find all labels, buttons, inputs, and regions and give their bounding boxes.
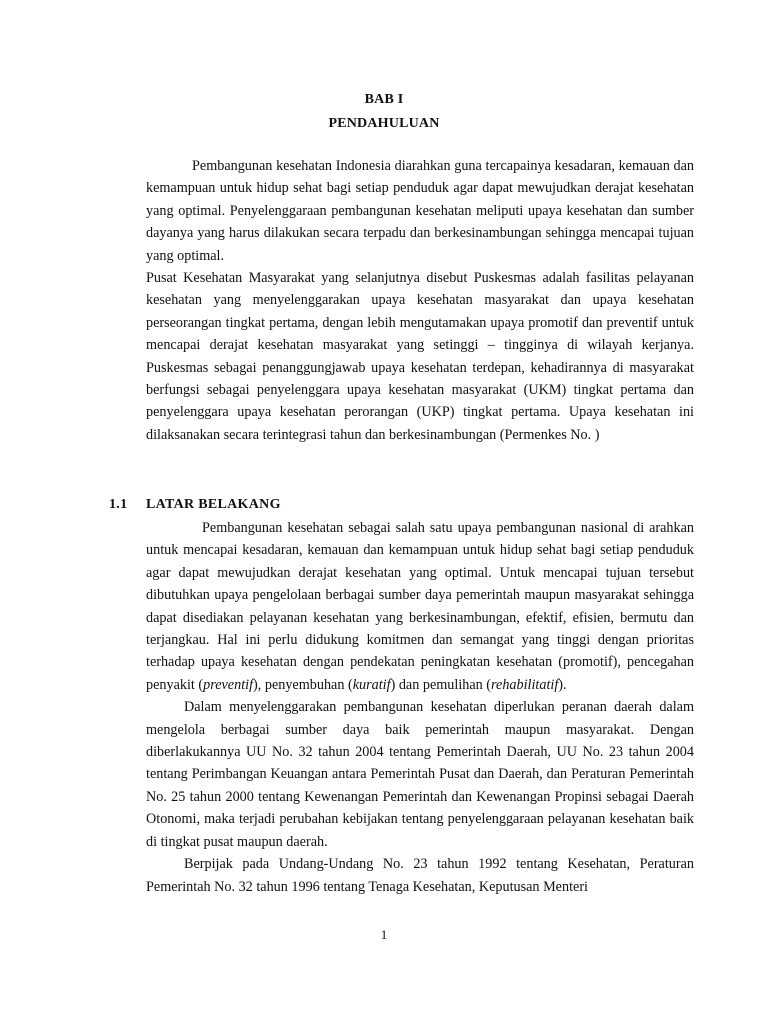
chapter-title: PENDAHULUAN: [328, 116, 440, 131]
section-title: LATAR BELAKANG: [146, 497, 281, 512]
latar-belakang-body: [146, 517, 694, 898]
latar-paragraph-1: [146, 517, 694, 696]
latar-paragraph-1-text-d: ).: [558, 676, 567, 693]
latar-paragraph-3: Berpijak pada Undang-Undang No. 23 tahun 1992 tentang Kesehatan, Peraturan Pemerintah No. 32 tahun 1996 tentang Tenaga Kesehatan, Keputusan Menteri: [146, 856, 694, 895]
term-preventif: preventif: [203, 676, 254, 693]
latar-paragraph-1-text-b: ), penyembuhan (: [253, 676, 353, 693]
intro-section: [146, 155, 694, 446]
latar-paragraph-1-text-c: ) dan pemulihan (: [390, 676, 492, 693]
intro-paragraph-1: Pembangunan kesehatan Indonesia diarahkan guna tercapainya kesadaran, kemauan dan kemampuan untuk hidup sehat bagi setiap penduduk agar dapat mewujudkan derajat kesehatan yang optimal. Penyelenggaraan pembangunan kesehatan meliputi upaya kesehatan dan sumber dayanya yang harus dilakukan secara terpadu dan berkesinambungan sehingga mencapai tujuan yang optimal.: [146, 158, 694, 264]
chapter-number: BAB I: [364, 92, 404, 107]
page-number: 1: [380, 927, 388, 942]
intro-paragraph-2: Pusat Kesehatan Masyarakat yang selanjutnya disebut Puskesmas adalah fasilitas pelayanan kesehatan yang menyelenggarakan upaya kesehatan masyarakat dan upaya kesehatan perseorangan tingkat pertama, dengan lebih mengutamakan upaya promotif dan preventif untuk mencapai derajat kesehatan masyarakat yang setinggi – tingginya di wilayah kerjanya. Puskesmas sebagai penanggungjawab upaya kesehatan terdepan, kehadirannya di masyarakat berfungsi sebagai penyelenggara upaya kesehatan masyarakat (UKM) tingkat pertama dan penyelenggara upaya kesehatan perorangan (UKP) tingkat pertama. Upaya kesehatan ini dilaksanakan secara terintegrasi tahun dan berkesinambungan (Permenkes No. ): [146, 270, 694, 443]
section-heading: [109, 497, 281, 513]
section-number: 1.1: [109, 497, 128, 512]
term-kuratif: kuratif: [352, 676, 391, 693]
term-rehabilitatif: rehabilitatif: [491, 676, 559, 693]
latar-paragraph-2: Dalam menyelenggarakan pembangunan kesehatan diperlukan peranan daerah dalam mengelola berbagai sumber daya baik pemerintah maupun masyarakat. Dengan diberlakukannya UU No. 32 tahun 2004 tentang Pemerintah Daerah, UU No. 23 tahun 2004 tentang Perimbangan Keuangan antara Pemerintah Pusat dan Daerah, dan Peraturan Pemerintah No. 25 tahun 2000 tentang Kewenangan Pemerintah dan Kewenangan Propinsi sebagai Daerah Otonomi, maka terjadi perubahan kebijakan tentang penyelenggaraan pelayanan kesehatan baik di tingkat pusat maupun daerah.: [146, 699, 694, 850]
latar-paragraph-1-text-a: Pembangunan kesehatan sebagai salah satu upaya pembangunan nasional di arahkan untuk mencapai kesadaran, kemauan dan kemampuan untuk hidup sehat bagi setiap penduduk agar dapat mewujudkan derajat kesehatan yang optimal. Untuk mencapai tujuan tersebut dibutuhkan upaya pengelolaan berbagai sumber daya pemerintah maupun masyarakat sehingga dapat disediakan pelayanan kesehatan yang berkesinambungan, efektif, efisien, bermutu dan terjangkau. Hal ini perlu didukung komitmen dan semangat yang tinggi dengan prioritas terhadap upaya kesehatan dengan pendekatan peningkatan kesehatan (promotif), pencegahan penyakit (: [146, 520, 694, 693]
